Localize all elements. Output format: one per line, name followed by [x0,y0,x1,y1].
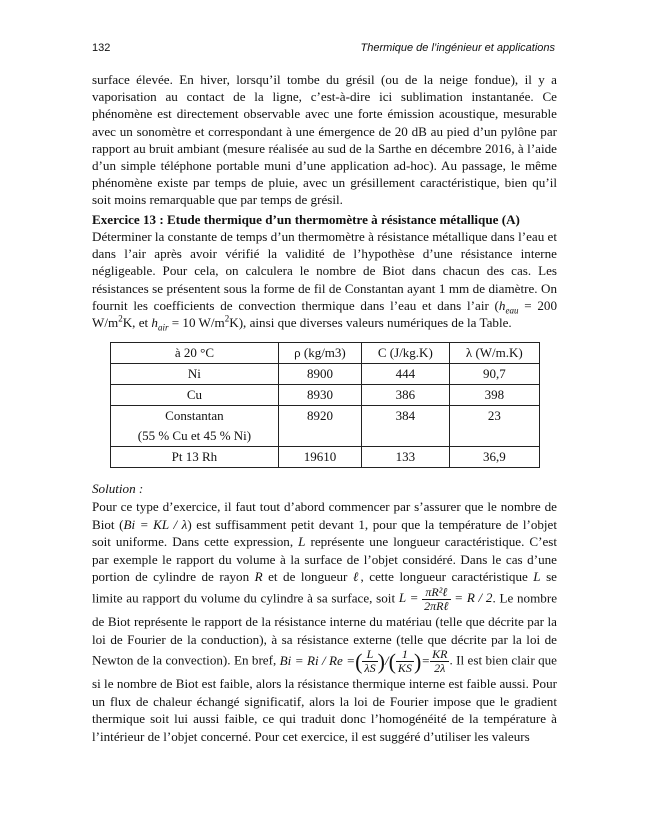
table-header-row [111,343,540,364]
table-cell: 36,9 [449,447,539,468]
running-title: Thermique de l’ingénieur et applications [360,42,555,54]
table-cell: 133 [362,447,450,468]
table-row [111,426,540,447]
table-header-cell: à 20 °C [111,343,279,364]
solution-paragraph: Pour ce type d’exercice, il faut tout d’abord commencer par s’assurer que le nombre de Biot (Bi = KL / λ) est suffisamment petit devant 1, pour que la température de l’objet soit uniforme. Dans cette expression, L représente une longueur caractéristique. C’est par exemple le rapport du volume à la surface de l’objet considéré. Dans le cas d’une portion de cylindre de rayon R et de longueur ℓ, cette longueur caractéristique L se limite au rapport du volume du cylindre à sa surface, soit L = $\frac{\text{πR²ℓ}}{\text{2πRℓ}}$ = R / 2. Le nombre de Biot représente le rapport de la résistance interne du matériau (telle que décrite par la loi de Fourier de la conduction), à sa résistance externe (telle que décrite par la loi de Newton de la convection). En bref, Bi = Ri / Re =( $\frac{L}{\lambda S}$ )/( $\frac{1}{KS}$ )= $\frac{KR}{2\lambda}$ . Il est bien clair que si le nombre de Biot est faible, alors la résistance thermique interne est faible aussi. Pour un flux de chaleur échangé significatif, alors la loi de Fourier impose que le gradient thermique soit lui aussi faible, ce qui traduit donc l’homogénéité de la température à l’intérieur de l’objet concerné. Pour cet exercice, il est suggéré d’utiliser les valeurs [92,499,558,744]
table-cell [362,426,450,447]
properties-table [110,342,540,468]
exercise-title: Exercice 13 : Etude thermique d’un thermomètre à résistance métallique (A) [92,212,520,227]
table-cell: 384 [362,406,450,427]
table-row [111,364,540,385]
table-row [111,385,540,406]
table-header-cell: λ (W/m.K) [449,343,539,364]
table-cell: Constantan [111,406,279,427]
table-cell: 8920 [278,406,361,427]
biot-formula: Bi = KL / λ [123,516,188,532]
biot-ratio-formula: Bi = Ri / Re =( $\frac{L}{\lambda S}$ )/( $\frac{1}{KS}$ )= $\frac{KR}{2\lambda}$ [279,647,448,676]
table-cell: Pt 13 Rh [111,447,279,468]
length-formula: L = $\frac{\text{πR²ℓ}}{\text{2πRℓ}}$ = R / 2 [398,584,493,613]
length-fraction: $\frac{\text{πR²ℓ}}{\text{2πRℓ}}$ [424,584,449,613]
table-cell: 90,7 [449,364,539,385]
table-cell: 8930 [278,385,361,406]
table-header-cell: C (J/kg.K) [362,343,450,364]
table-cell [278,426,361,447]
table-cell: Ni [111,364,279,385]
table-cell [449,426,539,447]
table-cell: 386 [362,385,450,406]
table-cell: 398 [449,385,539,406]
table-cell: 8900 [278,364,361,385]
intro-paragraph: surface élevée. En hiver, lorsqu’il tombe du grésil (ou de la neige fondue), il y a vaporisation au contact de la ligne, c’est-à-dire ici sublimation instantanée. Ce phénomène est directement observable avec une forte émission acoustique, mesurable avec un sonomètre et correspondant à une émergence de 20 dB au pied d’un pylône par rapport au bruit ambiant (mesure réalisée au sud de la Sarthe en décembre 2016, à l’aide d’un simple téléphone portable muni d’une application ad-hoc). Au passage, le même phénomène existe par temps de pluie, avec un grésillement caractéristique, bien qu’il soit moins remarquable que par temps de grésil. [92,72,557,208]
exercise-statement: Déterminer la constante de temps d’un thermomètre à résistance métallique dans l’eau et dans l’air après avoir vérifié la validité de l’hypothèse d’une résistance interne négligeable. Pour cela, on calculera le nombre de Biot dans chacun des cas. Les résistances se présentent sous la forme de fil de Constantan ayant 1 mm de diamètre. On fournit les coefficients de convection thermique dans l’eau et dans l’air ($h_{eau} = 200$ $W/m^2K$, et $h_{air} = 10$ $W/m^2K$), ainsi que diverses valeurs numériques de la Table. [92,229,557,333]
solution-label: Solution : [92,481,144,496]
table-cell: 444 [362,364,450,385]
page-number: 132 [92,42,111,54]
page-header [92,42,555,58]
table-row [111,447,540,468]
table-header-cell: ρ (kg/m3) [278,343,361,364]
table-cell: 23 [449,406,539,427]
table-row [111,406,540,427]
table-cell: (55 % Cu et 45 % Ni) [111,426,279,447]
table-cell: Cu [111,385,279,406]
table-cell: 19610 [278,447,361,468]
